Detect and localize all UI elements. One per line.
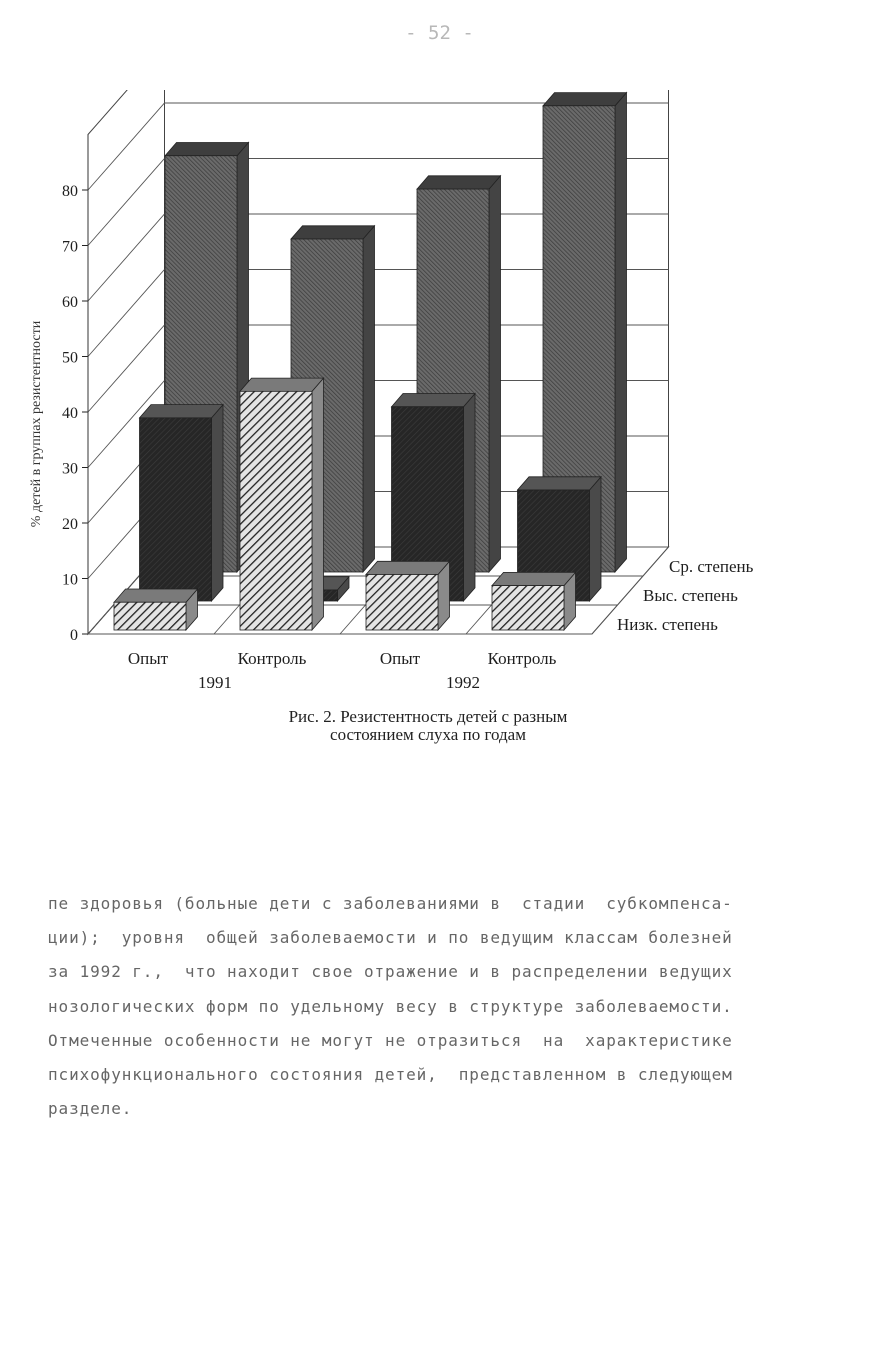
series-label: Ср. степень [669,557,754,576]
category-label: Контроль [487,649,557,668]
body-line: разделе. [48,1099,133,1119]
y-tick-label: 50 [62,349,78,367]
series-label: Низк. степень [617,615,718,634]
y-axis-title: % детей в группах резистентности [29,320,44,528]
bar-top [165,143,249,156]
bar-side [615,93,627,572]
bar-front [366,575,438,631]
bar-top [417,176,501,189]
bar-top [543,93,627,106]
body-line: пе здоровья (больные дети с заболеваниями в стадии субкомпенса- [48,894,733,913]
body-line: ции); уровня общей заболеваемости и по ведущим классам болезней [48,928,733,948]
y-tick-label: 60 [62,294,78,311]
bar-front [114,602,186,630]
bar-top [240,378,324,391]
series-label: Выс. степень [643,586,738,605]
bar-side [312,378,324,630]
bar-chart-3d [0,90,879,710]
body-line: Отмеченные особенности не могут не отразиться на характеристике [48,1030,733,1050]
bar-top [392,394,476,407]
bar-0-0 [114,589,198,630]
y-tick-label: 0 [70,627,78,644]
y-tick-label: 40 [62,405,78,422]
bar-side [363,226,375,572]
y-tick-label: 10 [62,571,78,589]
bar-top [492,572,576,585]
bar-front [492,586,564,630]
caption-line-1: Рис. 2. Резистентность детей с разным [288,707,568,726]
group-label: 1992 [446,673,480,692]
chart-bars [114,93,627,630]
y-tick-label: 70 [62,238,78,256]
bar-0-2 [366,561,450,630]
category-label: Опыт [379,649,421,668]
bar-top [140,405,224,418]
body-line: психофункционального состояния детей, представленном в следующем [48,1064,733,1084]
bar-top [366,561,450,574]
bar-top [114,589,198,602]
category-label: Контроль [237,649,307,668]
bar-front [240,391,312,630]
bar-top [518,477,602,490]
body-line: нозологических форм по удельному весу в структуре заболеваемости. [48,996,733,1016]
y-tick-label: 20 [62,516,78,533]
bar-1-0 [140,405,224,601]
bar-front [140,418,212,601]
figure-caption [0,708,856,744]
group-label: 1991 [198,673,232,692]
category-label: Опыт [127,649,169,668]
body-line: за 1992 г., что находит свое отражение и в распределении ведущих [48,962,733,982]
bar-side [212,405,224,601]
body-paragraph [48,887,854,1126]
bar-side [489,176,501,572]
bar-side [590,477,602,601]
y-tick-label: 80 [62,183,78,200]
page-number: - 52 - [405,22,474,44]
bar-side [464,394,476,602]
y-tick-label: 30 [62,460,78,478]
bar-0-3 [492,572,576,630]
bar-0-1 [240,378,324,630]
caption-line-2: состоянием слуха по годам [330,725,526,744]
bar-top [291,226,375,239]
